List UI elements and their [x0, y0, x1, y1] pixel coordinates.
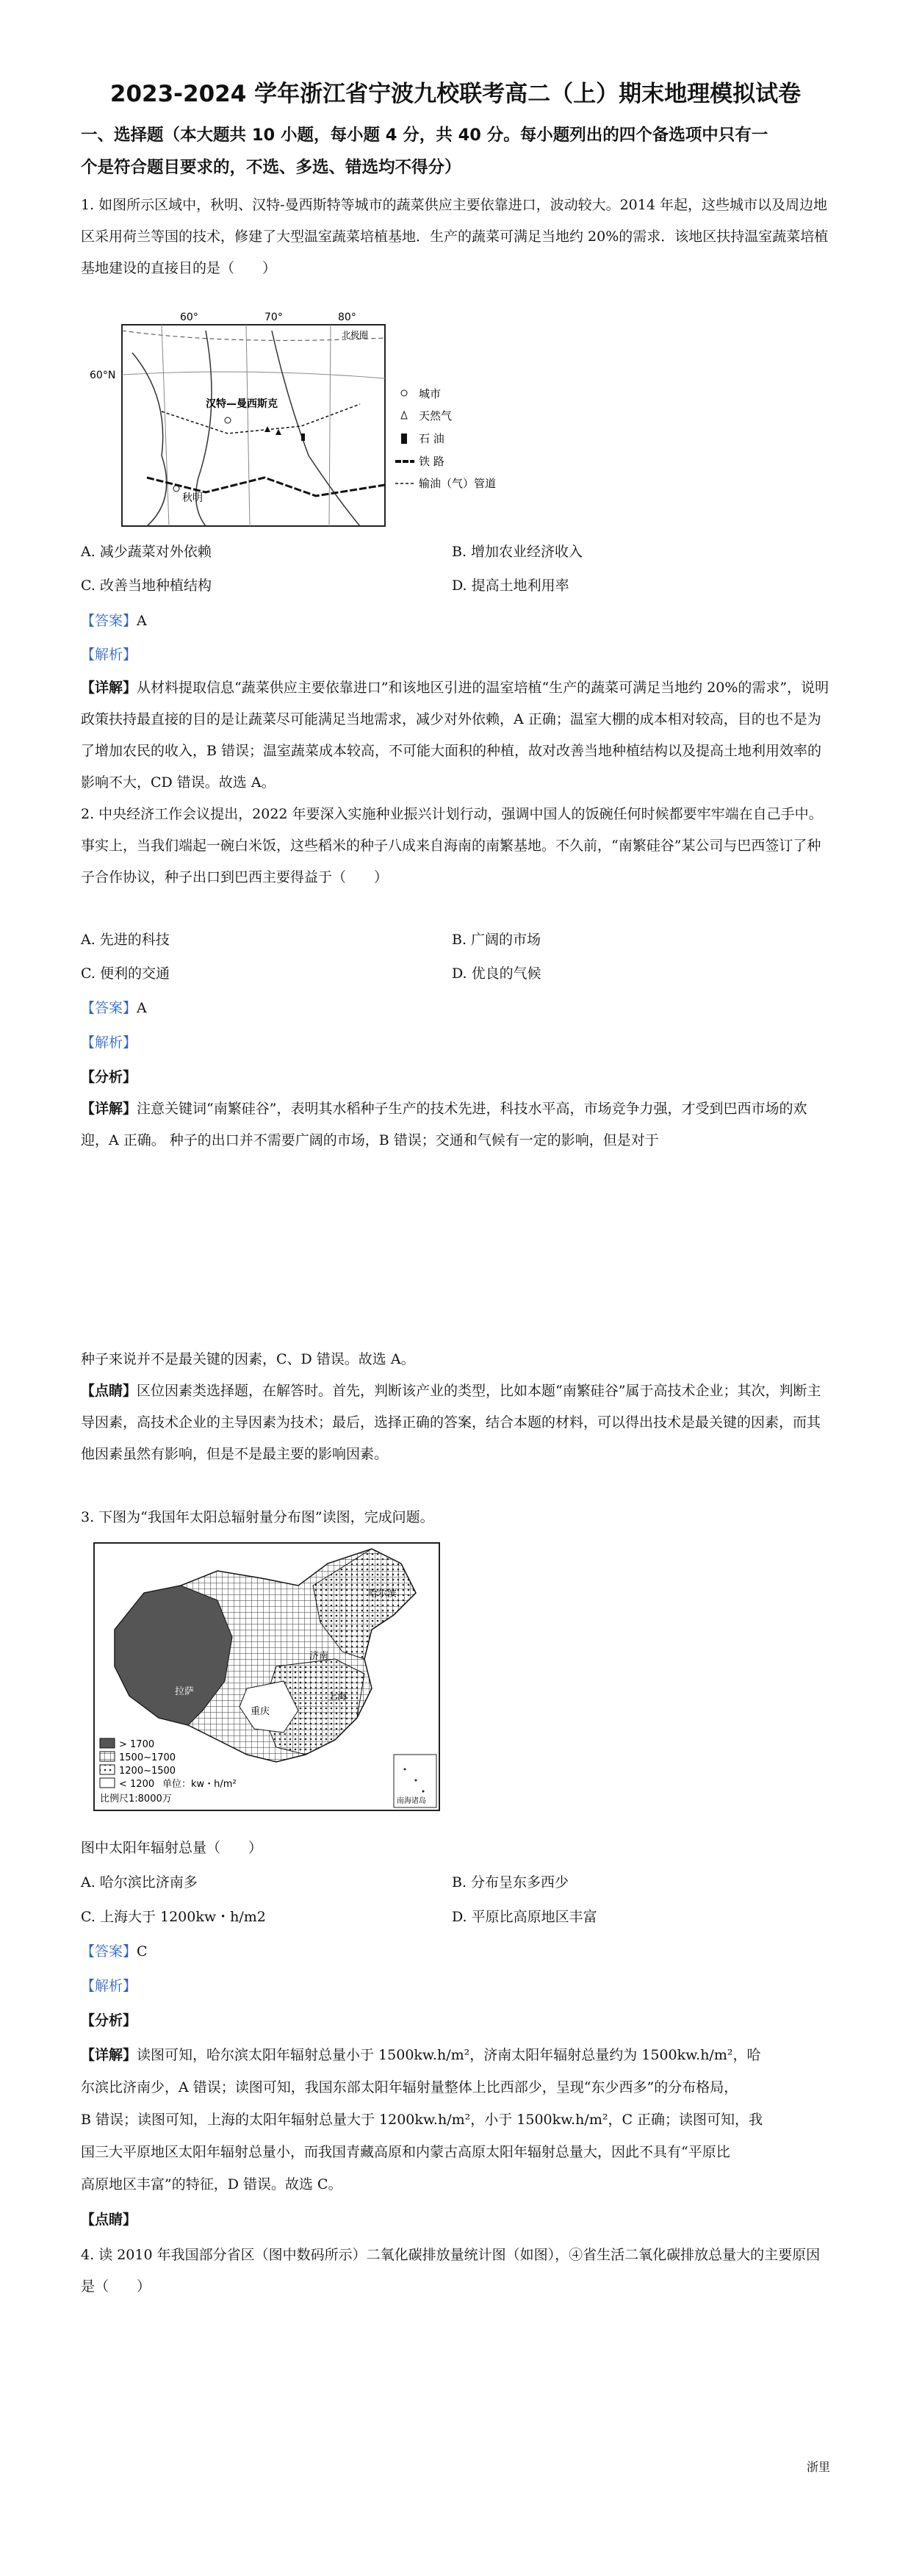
q2-option-d: D. 优良的气候 — [452, 965, 541, 982]
q1-legend-gas-icon — [401, 411, 407, 419]
q2-option-c: C. 便利的交通 — [81, 965, 170, 982]
q1-legend-city-icon — [401, 390, 407, 396]
q3-city-jinan: 济南 — [309, 1651, 329, 1662]
q3-detail-line4: 国三大平原地区太阳年辐射总量小，而我国青藏高原和内蒙古高原太阳年辐射总量大，因此不具有“平原比 — [81, 2144, 730, 2160]
q2-option-b: B. 广阔的市场 — [452, 932, 541, 948]
q3-city-harbin: 哈尔滨 — [368, 1589, 397, 1600]
q1-option-c: C. 改善当地种植结构 — [81, 578, 212, 594]
q3-city-shanghai: 上海 — [328, 1691, 348, 1702]
q1-option-d: D. 提高土地利用率 — [452, 578, 569, 594]
q1-answer: 【答案】A — [81, 613, 147, 629]
q3-answer: 【答案】C — [81, 1943, 148, 1960]
q3-inset-label: 南海诸岛 — [397, 1797, 426, 1805]
q3-city-lhasa: 拉萨 — [175, 1686, 195, 1697]
q4-stem: 4. 读 2010 年我国部分省区（图中数码所示）二氧化碳排放量统计图（如图），④省生活二氧化碳排放总量大的主要原因是（ ） — [81, 2247, 821, 2295]
q3-legend-unit: 单位：kw・h/m² — [162, 1779, 237, 1790]
q3-stem: 3. 下图为“我国年太阳总辐射量分布图”读图，完成问题。 — [81, 1509, 434, 1525]
q3-legend-swatch-3 — [100, 1765, 115, 1774]
q3-detail-line3: B 错误；读图可知，上海的太阳年辐射总量大于 1200kw.h/m²，小于 1500kw.h/m²，C 正确；读图可知，我 — [81, 2112, 763, 2128]
q2-stem: 2. 中央经济工作会议提出，2022 年要深入实施种业振兴计划行动，强调中国人的饭碗任何时候都要牢牢端在自己手中。事实上，当我们端起一碗白米饭，这些稻米的种子八成来自海南的南繁基地。不久前，“南繁硅谷”某公司与巴西签订了种子合作协议，种子出口到巴西主要得益于（ ） — [81, 806, 823, 885]
q1-legend-pipe: 输油（气）管道 — [419, 477, 497, 490]
page-footer: 浙里 — [806, 2460, 830, 2474]
section-heading-line1: 一、选择题（本大题共 10 小题，每小题 4 分，共 40 分。每小题列出的四个备选项中只有一 — [81, 126, 768, 145]
q3-legend-4: < 1200 — [119, 1779, 155, 1790]
q2-detail: 【详解】注意关键词“南繁硅谷”，表明其水稻种子生产的技术先进，科技水平高，市场竞争力强，才受到巴西市场的欢迎，A 正确。 种子的出口并不需要广阔的市场，B 错误；交通和气候有一定的影响，但是对于 — [81, 1101, 807, 1148]
q1-city-khanty: 汉特—曼西斯克 — [206, 398, 278, 410]
q3-detail-line5: 高原地区丰富”的特征，D 错误。故选 C。 — [81, 2176, 342, 2192]
q3-option-c: C. 上海大于 1200kw・h/m2 — [81, 1909, 266, 1925]
q1-map-figure — [90, 309, 573, 529]
q3-scale: 比例尺1:8000万 — [100, 1794, 172, 1805]
q2-analysis-label: 【解析】 — [81, 1035, 137, 1051]
q3-detail-line2: 尔滨比济南少，A 错误；读图可知，我国东部太阳年辐射量整体上比西部少，呈现“东少西多”的分布格局， — [81, 2079, 738, 2095]
q1-option-a: A. 减少蔬菜对外依赖 — [81, 544, 212, 560]
q2-dianjing: 【点睛】区位因素类选择题，在解答时。首先，判断该产业的类型，比如本题“南繁硅谷”属于高技术企业；其次，判断主导因素，高技术企业的主导因素为技术；最后，选择正确的答案，结合本题的材料，可以得出技术是最关键的因素，而其他因素虽然有影响，但是不是最主要的影响因素。 — [81, 1383, 821, 1462]
q3-option-b: B. 分布呈东多西少 — [452, 1874, 569, 1890]
q1-lat-60n: 60°N — [90, 370, 116, 381]
q3-legend-swatch-1 — [100, 1738, 115, 1748]
q3-option-a: A. 哈尔滨比济南多 — [81, 1874, 198, 1890]
q1-option-b: B. 增加农业经济收入 — [452, 544, 583, 560]
q3-legend-swatch-2 — [100, 1752, 115, 1761]
q1-legend-oil: 石 油 — [419, 432, 444, 445]
q3-option-d: D. 平原比高原地区丰富 — [452, 1909, 597, 1925]
q3-fenxi-label: 【分析】 — [81, 2012, 137, 2029]
q2-detail-cont: 种子来说并不是最关键的因素，C、D 错误。故选 A。 — [81, 1351, 415, 1367]
q1-stem: 1. 如图所示区域中，秋明、汉特-曼西斯特等城市的蔬菜供应主要依靠进口，波动较大。2014 年起，这些城市以及周边地区采用荷兰等国的技术，修建了大型温室蔬菜培植基地．生产的蔬菜可满足当地约 20%的需求．该地区扶持温室蔬菜培植基地建设的直接目的是（ ） — [81, 197, 829, 276]
q3-legend-1: > 1700 — [119, 1739, 155, 1750]
q3-question: 图中太阳年辐射总量（ ） — [81, 1840, 263, 1856]
q1-legend-oil-icon — [401, 433, 407, 444]
q1-analysis-label: 【解析】 — [81, 647, 137, 663]
q3-legend-2: 1500~1700 — [119, 1752, 176, 1763]
q1-legend-gas: 天然气 — [419, 409, 453, 422]
q1-legend-rail: 铁 路 — [419, 455, 444, 468]
q1-legend-city: 城市 — [419, 387, 442, 400]
q1-city-tyumen: 秋明 — [182, 492, 203, 504]
q1-lon-80: 80° — [338, 312, 356, 323]
q1-detail: 【详解】从材料提取信息“蔬菜供应主要依靠进口”和该地区引进的温室培植“生产的蔬菜可满足当地约 20%的需求”，说明政策扶持最直接的目的是让蔬菜尽可能满足当地需求，减少对外依赖，A 正确；温室大棚的成本相对较高，目的也不是为了增加农民的收入，B 错误；温室蔬菜成本较高，不可能大面积的种植，故对改善当地种植结构以及提高土地利用效率的影响不大，CD 错误。故选 A。 — [81, 680, 829, 791]
q1-lon-60: 60° — [180, 312, 198, 323]
q3-legend-3: 1200~1500 — [119, 1766, 176, 1777]
page-title: 2023-2024 学年浙江省宁波九校联考高二（上）期末地理模拟试卷 — [109, 81, 802, 107]
q2-answer: 【答案】A — [81, 1000, 147, 1016]
q3-map-figure — [93, 1541, 442, 1813]
q3-legend-swatch-4 — [100, 1778, 115, 1788]
q1-lon-70: 70° — [264, 312, 283, 323]
q3-detail-line1: 【详解】读图可知，哈尔滨太阳年辐射总量小于 1500kw.h/m²，济南太阳年辐射总量约为 1500kw.h/m²，哈 — [81, 2047, 761, 2063]
q1-arctic-label: 北极圈 — [342, 330, 369, 340]
q1-map-frame — [122, 325, 385, 526]
q2-fenxi-label: 【分析】 — [81, 1069, 137, 1085]
section-heading-line2: 个是符合题目要求的，不选、多选、错选均不得分） — [81, 158, 461, 177]
q3-dianjing-label: 【点睛】 — [81, 2212, 137, 2228]
q3-analysis-label: 【解析】 — [81, 1978, 137, 1994]
q3-city-chongqing: 重庆 — [251, 1706, 270, 1717]
q2-option-a: A. 先进的科技 — [81, 932, 170, 948]
